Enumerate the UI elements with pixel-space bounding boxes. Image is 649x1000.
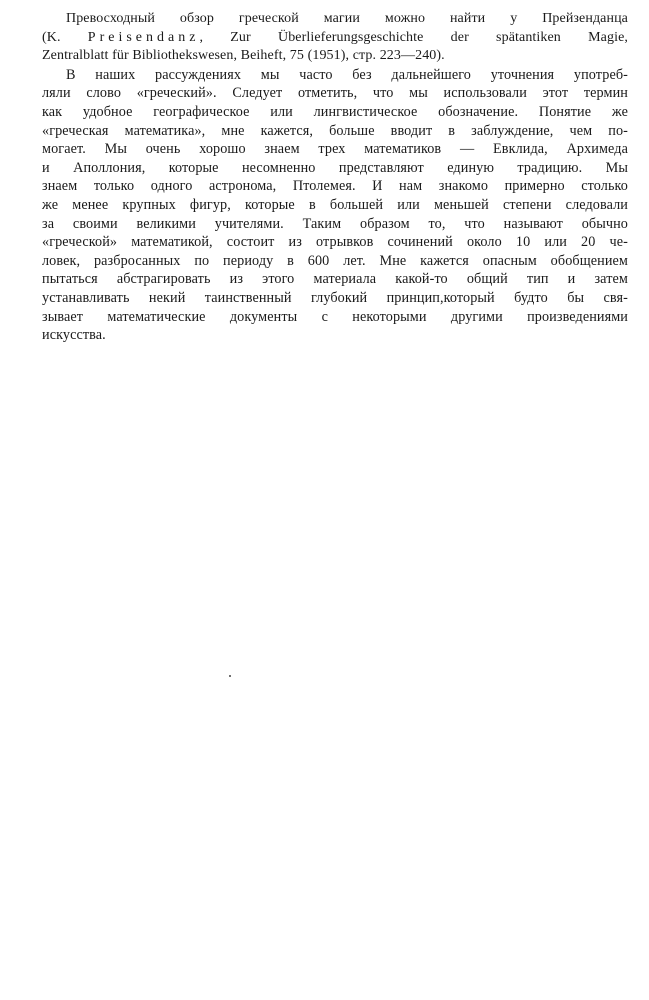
main-paragraph — [42, 66, 628, 345]
text-line: Zentralblatt für Bibliothekswesen, Beiheft, 75 (1951), стр. 223—240). — [42, 48, 445, 64]
footnote-paragraph — [42, 10, 628, 66]
text-line: знаем только одного астронома, Птолемея. И нам знакомо примерно столько — [42, 178, 628, 195]
scan-speck — [229, 675, 231, 677]
page-text — [42, 10, 628, 345]
text-line: как удобное географическое или лингвистическое обозначение. Понятие же — [42, 103, 628, 120]
text-line: «греческой» математикой, состоит из отрывков сочинений около 10 или 20 че- — [42, 234, 628, 251]
text-line: ловек, разбросанных по периоду в 600 лет. Мне кажется опасным обобщением — [42, 252, 628, 269]
text-line: зывает математические документы с некоторыми другими произведениями — [42, 308, 628, 325]
text-line: искусства. — [42, 327, 106, 344]
text-line: Превосходный обзор греческой магии можно найти у Прейзенданца — [66, 11, 628, 26]
text-line: ляли слово «греческий». Следует отметить, что мы использовали этот термин — [42, 85, 628, 102]
text-line: за своими великими учителями. Таким образом то, что называют обычно — [42, 215, 628, 232]
text-line: устанавливать некий таинственный глубокий принцип,который будто бы свя- — [42, 289, 628, 306]
text-line: пытаться абстрагировать из этого материала какой-то общий тип и затем — [42, 271, 628, 288]
text-line: же менее крупных фигур, которые в большей или меньшей степени следовали — [42, 196, 628, 213]
text-line: В наших рассуждениях мы часто без дальнейшего уточнения употреб- — [66, 66, 628, 83]
text-line: и Аполлония, которые несомненно представляют единую традицию. Мы — [42, 159, 628, 176]
author-name-spaced: Preisendanz — [87, 29, 200, 45]
text-line: «греческая математика», мне кажется, больше вводит в заблуждение, чем по- — [42, 122, 628, 139]
text-fragment: , Zur Überlieferungsgeschichte der spätantiken Magie, — [199, 29, 628, 45]
text-fragment: (K. — [42, 29, 88, 45]
text-line — [42, 29, 628, 48]
text-line: могает. Мы очень хорошо знаем трех математиков — Евклида, Архимеда — [42, 141, 628, 158]
